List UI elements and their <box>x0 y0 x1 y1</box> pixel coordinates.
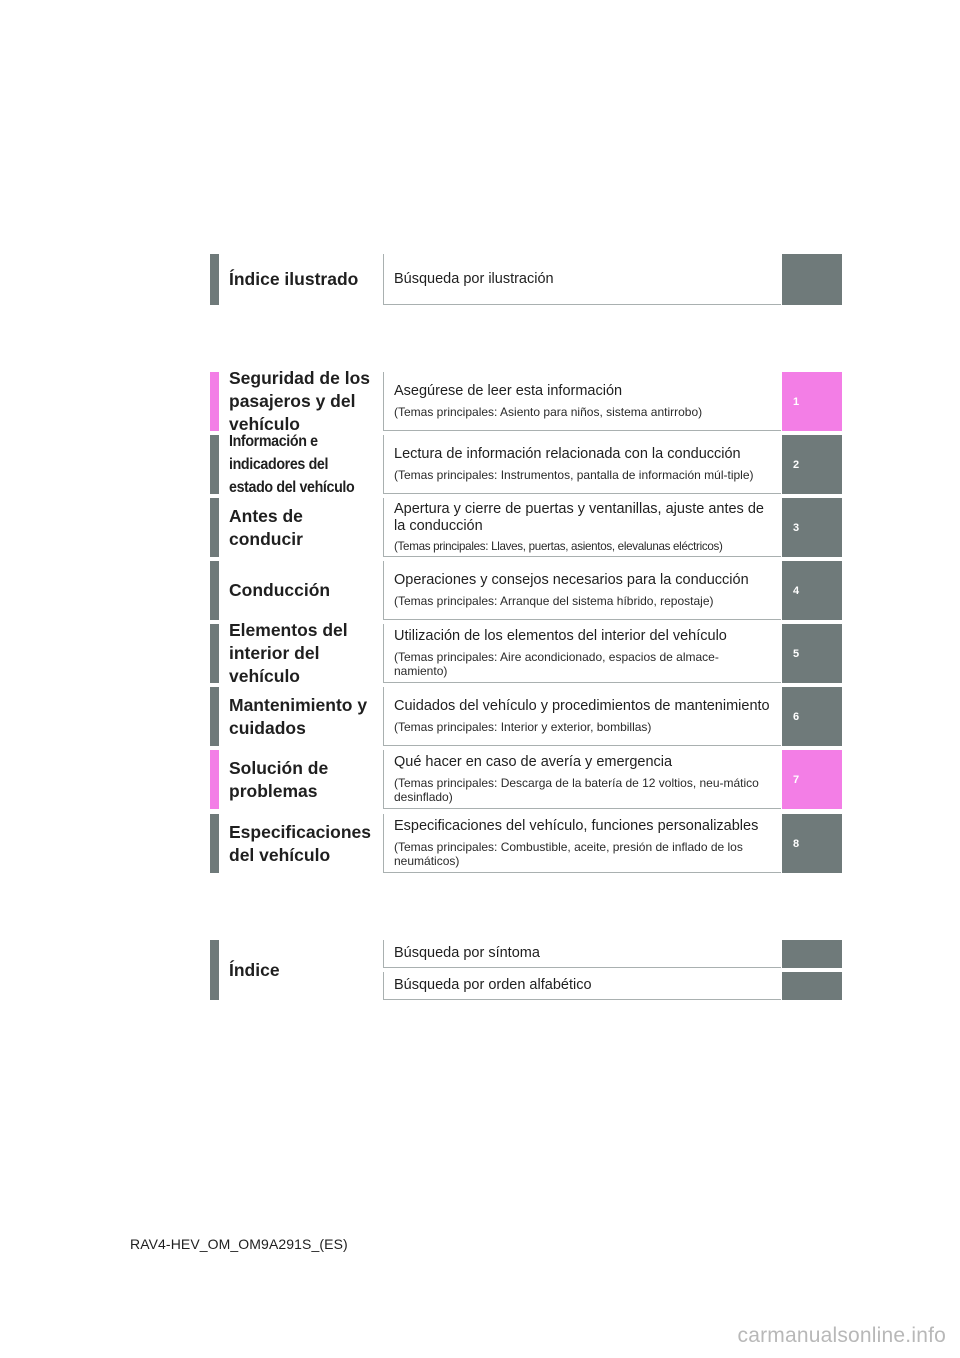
section-bar <box>210 624 219 683</box>
section-box <box>383 624 781 683</box>
section-row-4[interactable] <box>210 561 842 620</box>
section-bar <box>210 750 219 809</box>
illustrated-index-tab[interactable] <box>782 254 842 305</box>
section-main-text: Operaciones y consejos necesarios para la conducción <box>394 572 749 588</box>
section-box <box>383 435 781 494</box>
watermark: carmanualsonline.info <box>737 1324 946 1347</box>
section-tab-5[interactable]: 5 <box>782 624 842 683</box>
illustrated-index-row[interactable] <box>210 254 842 305</box>
section-box <box>383 750 781 809</box>
section-sub-text: (Temas principales: Aire acondicionado, espacios de almace-namiento) <box>394 650 719 678</box>
section-title: Mantenimiento y cuidados <box>229 694 368 738</box>
section-main-text: Cuidados del vehículo y procedimientos de mantenimiento <box>394 698 770 714</box>
section-bar <box>210 687 219 746</box>
section-sub-text: (Temas principales: Descarga de la batería de 12 voltios, neu-mático desinflado) <box>394 776 759 804</box>
section-main-text: Apertura y cierre de puertas y ventanillas, ajuste antes de la conducción <box>394 500 764 534</box>
section-bar <box>210 814 219 873</box>
section-title: Seguridad de los pasajeros y del vehículo <box>229 368 370 434</box>
section-sub-text: (Temas principales: Arranque del sistema híbrido, repostaje) <box>394 594 714 608</box>
section-sub-text: (Temas principales: Llaves, puertas, asientos, elevalunas eléctricos) <box>394 539 723 553</box>
section-main-text: Qué hacer en caso de avería y emergencia <box>394 754 673 770</box>
section-bar <box>210 254 219 305</box>
index-item-box <box>383 972 781 1000</box>
section-box <box>383 372 781 431</box>
illustrated-index-description: Búsqueda por ilustración <box>394 270 554 287</box>
section-title: Antes de conducir <box>229 505 303 549</box>
section-sub-text: (Temas principales: Interior y exterior, bombillas) <box>394 720 652 734</box>
section-main-text: Utilización de los elementos del interior del vehículo <box>394 628 727 644</box>
section-bar <box>210 561 219 620</box>
section-title: Solución de problemas <box>229 757 329 801</box>
section-sub-text: (Temas principales: Instrumentos, pantalla de información múl-tiple) <box>394 468 754 482</box>
section-tab-3[interactable]: 3 <box>782 498 842 557</box>
section-box <box>383 561 781 620</box>
section-title: Información e indicadores del estado del vehículo <box>229 433 355 496</box>
section-box <box>383 814 781 873</box>
section-tab-8[interactable]: 8 <box>782 814 842 873</box>
section-tab-6[interactable]: 6 <box>782 687 842 746</box>
section-title: Elementos del interior del vehículo <box>229 620 348 686</box>
section-row-6[interactable] <box>210 687 842 746</box>
section-sub-text: (Temas principales: Asiento para niños, sistema antirrobo) <box>394 405 703 419</box>
section-title: Especificaciones del vehículo <box>229 821 372 865</box>
section-tab-7[interactable]: 7 <box>782 750 842 809</box>
section-box <box>383 498 781 557</box>
section-sub-text: (Temas principales: Combustible, aceite, presión de inflado de los neumáticos) <box>394 840 743 868</box>
index-item-alphabetical-tab[interactable] <box>782 972 842 1000</box>
section-tab-4[interactable]: 4 <box>782 561 842 620</box>
section-bar <box>210 498 219 557</box>
section-bar <box>210 435 219 494</box>
illustrated-index-box <box>383 254 781 305</box>
section-main-text: Asegúrese de leer esta información <box>394 383 623 399</box>
index-item-alphabetical[interactable] <box>210 972 842 1000</box>
section-row-3[interactable] <box>210 498 842 557</box>
illustrated-index-title: Índice ilustrado <box>229 269 359 289</box>
section-row-7[interactable] <box>210 750 842 809</box>
document-code: RAV4-HEV_OM_OM9A291S_(ES) <box>130 1236 348 1252</box>
index-item-symptom-tab[interactable] <box>782 940 842 968</box>
section-box <box>383 687 781 746</box>
section-title: Conducción <box>229 580 331 600</box>
index-item-alphabetical-label: Búsqueda por orden alfabético <box>394 977 592 993</box>
index-item-box <box>383 940 781 968</box>
section-bar <box>210 372 219 431</box>
index-title: Índice <box>229 959 280 980</box>
section-row-1[interactable] <box>210 368 842 434</box>
section-main-text: Lectura de información relacionada con la conducción <box>394 446 741 462</box>
section-row-2[interactable] <box>210 435 842 494</box>
section-tab-1[interactable]: 1 <box>782 372 842 431</box>
index-item-symptom-label: Búsqueda por síntoma <box>394 945 540 961</box>
section-row-8[interactable] <box>210 814 842 873</box>
index-item-symptom[interactable] <box>210 940 842 968</box>
section-main-text: Especificaciones del vehículo, funciones personalizables <box>394 818 759 834</box>
section-tab-2[interactable]: 2 <box>782 435 842 494</box>
section-row-5[interactable] <box>210 620 842 686</box>
